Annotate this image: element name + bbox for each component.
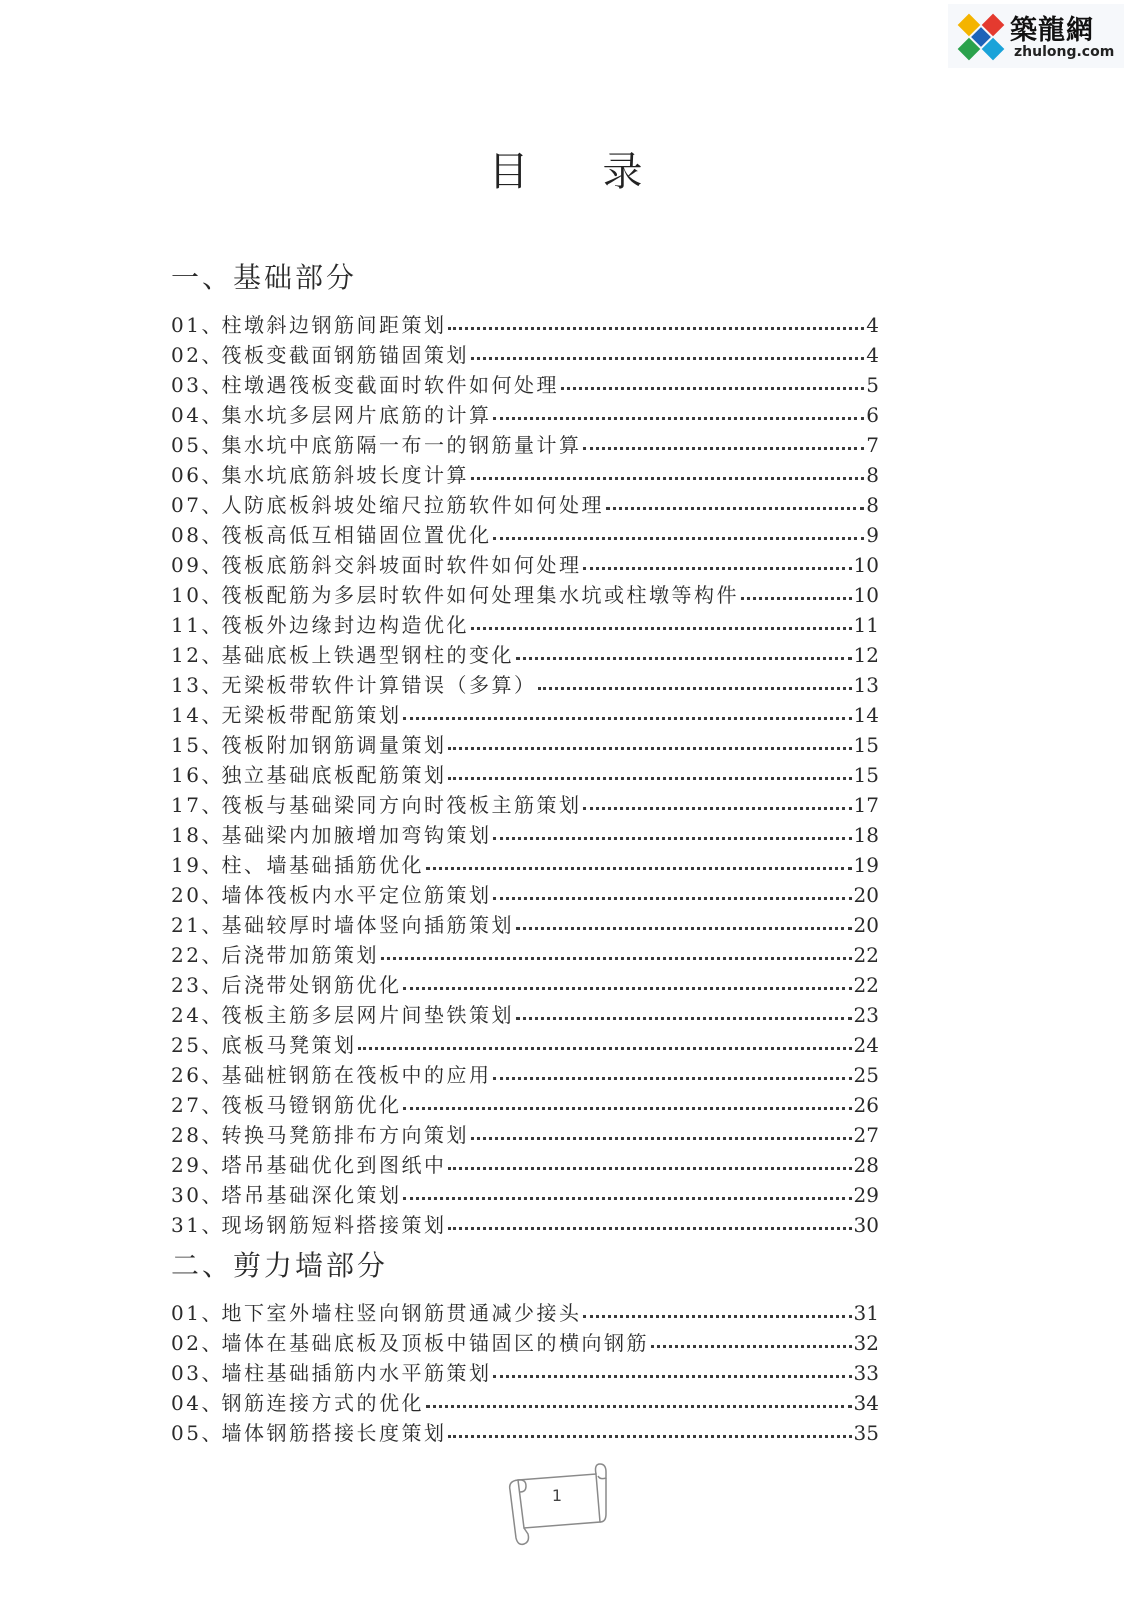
entry-page-number: 30 [853,1213,879,1237]
entry-number: 29 [171,1153,202,1177]
entry-title: 塔吊基础深化策划 [221,1183,402,1207]
entry-title: 筏板主筋多层网片间垫铁策划 [221,1003,514,1027]
entry-page-number: 10 [853,553,879,577]
entry-title: 集水坑底筋斜坡长度计算 [221,463,469,487]
entry-number: 28 [171,1123,202,1147]
entry-separator: 、 [201,1003,222,1027]
entry-number: 08 [171,523,202,547]
entry-separator: 、 [201,313,222,337]
entry-page-number: 5 [866,373,879,397]
entry-number: 17 [171,793,202,817]
entry-page-number: 6 [866,403,879,427]
toc-entry[interactable] [171,760,879,790]
toc-entry[interactable] [171,610,879,640]
entry-page-number: 34 [853,1391,879,1415]
entry-number: 01 [171,313,202,337]
zhulong-logo[interactable] [948,4,1124,68]
toc-entry[interactable] [171,1328,879,1358]
dot-leader [448,747,851,750]
page-title: 目录 [488,149,717,195]
entry-title: 集水坑多层网片底筋的计算 [221,403,492,427]
dot-leader [448,1435,851,1438]
entry-separator: 、 [201,763,222,787]
toc-entry[interactable] [171,580,879,610]
zhulong-logo-mark-icon [952,8,1010,66]
dot-leader [493,837,851,840]
toc-entry[interactable] [171,640,879,670]
section-heading: 二、剪力墙部分 [171,1249,389,1282]
entry-page-number: 31 [853,1301,879,1325]
entry-number: 05 [171,1421,202,1445]
entry-separator: 、 [201,373,222,397]
entry-title: 集水坑中底筋隔一布一的钢筋量计算 [221,433,582,457]
entry-title: 筏板马镫钢筋优化 [221,1093,402,1117]
dot-leader [448,327,864,330]
entry-number: 02 [171,343,202,367]
entry-separator: 、 [201,973,222,997]
entry-separator: 、 [201,1301,222,1325]
entry-page-number: 18 [853,823,879,847]
entry-title: 柱墩斜边钢筋间距策划 [221,313,447,337]
entry-page-number: 23 [853,1003,879,1027]
entry-separator: 、 [201,1183,222,1207]
entry-number: 11 [171,613,202,637]
dot-leader [471,1137,852,1140]
entry-separator: 、 [201,613,222,637]
entry-number: 12 [171,643,202,667]
toc-entry[interactable] [171,1298,879,1328]
entry-page-number: 13 [853,673,879,697]
entry-page-number: 15 [853,763,879,787]
entry-page-number: 22 [853,943,879,967]
entry-separator: 、 [201,853,222,877]
entry-separator: 、 [201,1213,222,1237]
dot-leader [493,537,864,540]
entry-number: 30 [171,1183,202,1207]
entry-separator: 、 [201,883,222,907]
entry-number: 16 [171,763,202,787]
toc-entry[interactable] [171,520,879,550]
entry-separator: 、 [201,913,222,937]
dot-leader [493,897,851,900]
dot-leader [471,477,864,480]
entry-page-number: 35 [853,1421,879,1445]
entry-title: 转换马凳筋排布方向策划 [221,1123,469,1147]
dot-leader [403,1197,851,1200]
toc-entry[interactable] [171,1000,879,1030]
entry-number: 07 [171,493,202,517]
toc-entry[interactable] [171,1150,879,1180]
entry-number: 09 [171,553,202,577]
entry-number: 05 [171,433,202,457]
entry-page-number: 9 [866,523,879,547]
dot-leader [426,867,852,870]
entry-title: 筏板变截面钢筋锚固策划 [221,343,469,367]
entry-separator: 、 [201,1421,222,1445]
entry-page-number: 19 [853,853,879,877]
toc-entry[interactable] [171,400,879,430]
entry-number: 24 [171,1003,202,1027]
toc-entry[interactable] [171,880,879,910]
entry-separator: 、 [201,1391,222,1415]
entry-separator: 、 [201,493,222,517]
entry-number: 04 [171,403,202,427]
entry-number: 20 [171,883,202,907]
toc-entry[interactable] [171,700,879,730]
entry-page-number: 4 [866,313,879,337]
entry-title: 柱、墙基础插筋优化 [221,853,424,877]
entry-separator: 、 [201,583,222,607]
entry-title: 钢筋连接方式的优化 [221,1391,424,1415]
entry-separator: 、 [201,433,222,457]
entry-page-number: 12 [853,643,879,667]
dot-leader [403,987,851,990]
toc-entry[interactable] [171,1180,879,1210]
entry-title: 墙体筏板内水平定位筋策划 [221,883,492,907]
toc-entry[interactable] [171,670,879,700]
entry-title: 现场钢筋短料搭接策划 [221,1213,447,1237]
entry-separator: 、 [201,703,222,727]
entry-separator: 、 [201,793,222,817]
entry-number: 18 [171,823,202,847]
dot-leader [493,1375,851,1378]
dot-leader [606,507,864,510]
dot-leader [561,387,864,390]
entry-number: 13 [171,673,202,697]
dot-leader [516,927,852,930]
page-number: 1 [551,1486,563,1505]
dot-leader [471,627,852,630]
toc-entry[interactable] [171,310,879,340]
toc-entry[interactable] [171,940,879,970]
entry-separator: 、 [201,1123,222,1147]
entry-number: 01 [171,1301,202,1325]
entry-title: 墙体在基础底板及顶板中锚固区的横向钢筋 [221,1331,649,1355]
entry-title: 无梁板带软件计算错误（多算） [221,673,537,697]
entry-title: 筏板高低互相锚固位置优化 [221,523,492,547]
toc-entry[interactable] [171,340,879,370]
entry-number: 21 [171,913,202,937]
entry-title: 筏板外边缘封边构造优化 [221,613,469,637]
entry-separator: 、 [201,463,222,487]
entry-separator: 、 [201,1063,222,1087]
entry-number: 03 [171,373,202,397]
entry-page-number: 7 [866,433,879,457]
entry-separator: 、 [201,1331,222,1355]
toc-entry[interactable] [171,1388,879,1418]
toc-entry[interactable] [171,1418,879,1448]
entry-title: 墙柱基础插筋内水平筋策划 [221,1361,492,1385]
dot-leader [381,957,852,960]
section-heading: 一、基础部分 [171,261,358,294]
dot-leader [403,717,851,720]
toc-entry[interactable] [171,850,879,880]
entry-number: 23 [171,973,202,997]
entry-title: 柱墩遇筏板变截面时软件如何处理 [221,373,559,397]
entry-title: 无梁板带配筋策划 [221,703,402,727]
logo-chinese-name: 築龍網 [1010,15,1094,46]
entry-page-number: 22 [853,973,879,997]
toc-entry[interactable] [171,1358,879,1388]
entry-separator: 、 [201,343,222,367]
entry-title: 底板马凳策划 [221,1033,357,1057]
dot-leader [448,777,851,780]
toc-entry[interactable] [171,1090,879,1120]
entry-page-number: 32 [853,1331,879,1355]
toc-entry[interactable] [171,370,879,400]
dot-leader [358,1047,851,1050]
dot-leader [516,1017,852,1020]
entry-title: 筏板配筋为多层时软件如何处理集水坑或柱墩等构件 [221,583,739,607]
entry-number: 04 [171,1391,202,1415]
entry-title: 基础较厚时墙体竖向插筋策划 [221,913,514,937]
entry-number: 15 [171,733,202,757]
entry-number: 31 [171,1213,202,1237]
entry-number: 22 [171,943,202,967]
entry-title: 墙体钢筋搭接长度策划 [221,1421,447,1445]
entry-page-number: 14 [853,703,879,727]
entry-page-number: 8 [866,463,879,487]
logo-domain: zhulong.com [1014,44,1115,60]
entry-separator: 、 [201,403,222,427]
entry-title: 后浇带处钢筋优化 [221,973,402,997]
entry-title: 塔吊基础优化到图纸中 [221,1153,447,1177]
entry-page-number: 24 [853,1033,879,1057]
entry-page-number: 4 [866,343,879,367]
toc-entry[interactable] [171,1060,879,1090]
toc-entry[interactable] [171,970,879,1000]
entry-number: 10 [171,583,202,607]
dot-leader [426,1405,852,1408]
entry-page-number: 11 [853,613,879,637]
entry-title: 地下室外墙柱竖向钢筋贯通减少接头 [221,1301,582,1325]
dot-leader [583,807,851,810]
entry-page-number: 15 [853,733,879,757]
toc-entry[interactable] [171,1210,879,1240]
toc-entry[interactable] [171,730,879,760]
entry-number: 25 [171,1033,202,1057]
entry-separator: 、 [201,823,222,847]
entry-title: 基础梁内加腋增加弯钩策划 [221,823,492,847]
entry-page-number: 17 [853,793,879,817]
entry-title: 筏板附加钢筋调量策划 [221,733,447,757]
entry-separator: 、 [201,1033,222,1057]
entry-separator: 、 [201,733,222,757]
dot-leader [403,1107,851,1110]
entry-number: 06 [171,463,202,487]
entry-separator: 、 [201,1093,222,1117]
entry-title: 人防底板斜坡处缩尺拉筋软件如何处理 [221,493,604,517]
entry-page-number: 29 [853,1183,879,1207]
toc-entry[interactable] [171,550,879,580]
entry-number: 26 [171,1063,202,1087]
toc-entry[interactable] [171,490,879,520]
toc-entry[interactable] [171,1030,879,1060]
toc-entry[interactable] [171,1120,879,1150]
dot-leader [471,357,864,360]
entry-page-number: 26 [853,1093,879,1117]
dot-leader [651,1345,852,1348]
dot-leader [538,687,851,690]
entry-page-number: 20 [853,883,879,907]
toc-entry[interactable] [171,460,879,490]
entry-title: 筏板底筋斜交斜坡面时软件如何处理 [221,553,582,577]
entry-number: 14 [171,703,202,727]
entry-page-number: 28 [853,1153,879,1177]
entry-page-number: 25 [853,1063,879,1087]
entry-separator: 、 [201,1361,222,1385]
dot-leader [516,657,852,660]
dot-leader [448,1167,851,1170]
dot-leader [493,1077,851,1080]
dot-leader [583,567,851,570]
entry-title: 独立基础底板配筋策划 [221,763,447,787]
dot-leader [741,597,852,600]
entry-separator: 、 [201,643,222,667]
entry-number: 27 [171,1093,202,1117]
toc-entry[interactable] [171,430,879,460]
entry-number: 19 [171,853,202,877]
entry-page-number: 33 [853,1361,879,1385]
toc-entry[interactable] [171,820,879,850]
dot-leader [493,417,864,420]
entry-page-number: 8 [866,493,879,517]
dot-leader [448,1227,851,1230]
entry-separator: 、 [201,943,222,967]
entry-title: 筏板与基础梁同方向时筏板主筋策划 [221,793,582,817]
entry-separator: 、 [201,553,222,577]
toc-entry[interactable] [171,790,879,820]
toc-entry[interactable] [171,910,879,940]
entry-title: 基础桩钢筋在筏板中的应用 [221,1063,492,1087]
entry-title: 基础底板上铁遇型钢柱的变化 [221,643,514,667]
entry-page-number: 20 [853,913,879,937]
entry-number: 03 [171,1361,202,1385]
entry-page-number: 27 [853,1123,879,1147]
table-of-contents [171,258,879,1448]
entry-separator: 、 [201,523,222,547]
dot-leader [583,447,864,450]
entry-page-number: 10 [853,583,879,607]
entry-separator: 、 [201,673,222,697]
entry-title: 后浇带加筋策划 [221,943,379,967]
entry-separator: 、 [201,1153,222,1177]
dot-leader [583,1315,851,1318]
entry-number: 02 [171,1331,202,1355]
